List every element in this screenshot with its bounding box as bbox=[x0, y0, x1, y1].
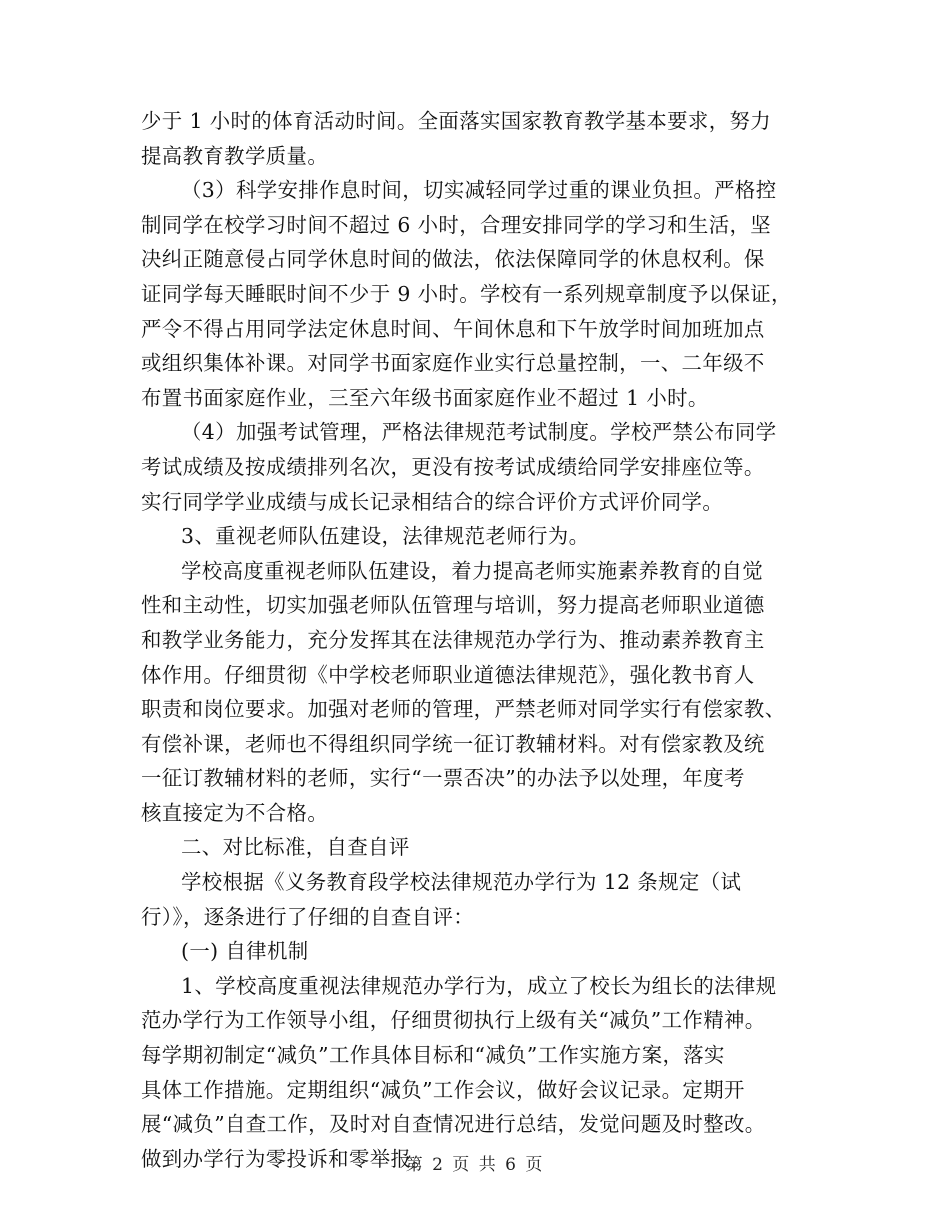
text-line: 范办学行为工作领导小组，仔细贯彻执行上级有关“减负”工作精神。 bbox=[141, 1008, 766, 1033]
body-text bbox=[141, 104, 813, 1176]
text-line: 严令不得占用同学法定休息时间、午间休息和下午放学时间加班加点 bbox=[141, 316, 765, 341]
text-line: 1、学校高度重视法律规范办学行为，成立了校长为组长的法律规 bbox=[181, 973, 777, 998]
text-line: 学校高度重视老师队伍建设，着力提高老师实施素养教育的自觉 bbox=[181, 558, 764, 583]
text-line: 具体工作措施。定期组织“减负”工作会议，做好会议记录。定期开 bbox=[141, 1077, 745, 1102]
text-line: 做到办学行为零投诉和零举报。 bbox=[141, 1146, 433, 1171]
text-line: 制同学在校学习时间不超过 6 小时，合理安排同学的学习和生活，坚 bbox=[141, 212, 772, 237]
text-line: 一征订教辅材料的老师，实行“一票否决”的办法予以处理，年度考 bbox=[141, 766, 745, 791]
text-line: 展“减负”自查工作，及时对自查情况进行总结，发觉问题及时整改。 bbox=[141, 1112, 766, 1137]
text-line: 有偿补课，老师也不得组织同学统一征订教辅材料。对有偿家教及统 bbox=[141, 731, 765, 756]
page-footer: 第 2 页 共 6 页 bbox=[405, 1155, 545, 1175]
text-line: (一) 自律机制 bbox=[181, 939, 309, 964]
text-line: 学校根据《义务教育段学校法律规范办学行为 12 条规定（试 bbox=[181, 870, 742, 895]
text-line: 实行同学学业成绩与成长记录相结合的综合评价方式评价同学。 bbox=[141, 489, 724, 514]
text-line: 少于 1 小时的体育活动时间。全面落实国家教育教学基本要求，努力 bbox=[141, 109, 772, 133]
text-line: 行）》，逐条进行了仔细的自查自评： bbox=[141, 904, 475, 929]
text-line: 考试成绩及按成绩排列名次，更没有按考试成绩给同学安排座位等。 bbox=[141, 454, 765, 479]
text-line: （4）加强考试管理，严格法律规范考试制度。学校严禁公布同学 bbox=[181, 420, 777, 445]
text-line: （3）科学安排作息时间，切实减轻同学过重的课业负担。严格控 bbox=[181, 178, 777, 203]
text-line: 二、对比标准，自查自评 bbox=[181, 835, 410, 860]
text-line: 性和主动性，切实加强老师队伍管理与培训，努力提高老师职业道德 bbox=[141, 593, 765, 618]
text-line: 证同学每天睡眠时间不少于 9 小时。学校有一系列规章制度予以保证， bbox=[141, 281, 792, 306]
text-line: 体作用。仔细贯彻《中学校老师职业道德法律规范》，强化教书育人 bbox=[141, 662, 755, 687]
text-line: 提高教育教学质量。 bbox=[141, 143, 329, 168]
text-line: 和教学业务能力，充分发挥其在法律规范办学行为、推动素养教育主 bbox=[141, 627, 765, 652]
text-line: 布置书面家庭作业，三至六年级书面家庭作业不超过 1 小时。 bbox=[141, 385, 709, 410]
text-line: 核直接定为不合格。 bbox=[141, 800, 329, 825]
text-line: 决纠正随意侵占同学休息时间的做法，依法保障同学的休息权利。保 bbox=[141, 247, 765, 272]
text-line: 或组织集体补课。对同学书面家庭作业实行总量控制，一、二年级不 bbox=[141, 351, 765, 376]
text-line: 每学期初制定“减负”工作具体目标和“减负”工作实施方案，落实 bbox=[141, 1043, 725, 1068]
text-line: 3、重视老师队伍建设，法律规范老师行为。 bbox=[181, 524, 590, 549]
text-line: 职责和岗位要求。加强对老师的管理，严禁老师对同学实行有偿家教、 bbox=[141, 697, 786, 722]
